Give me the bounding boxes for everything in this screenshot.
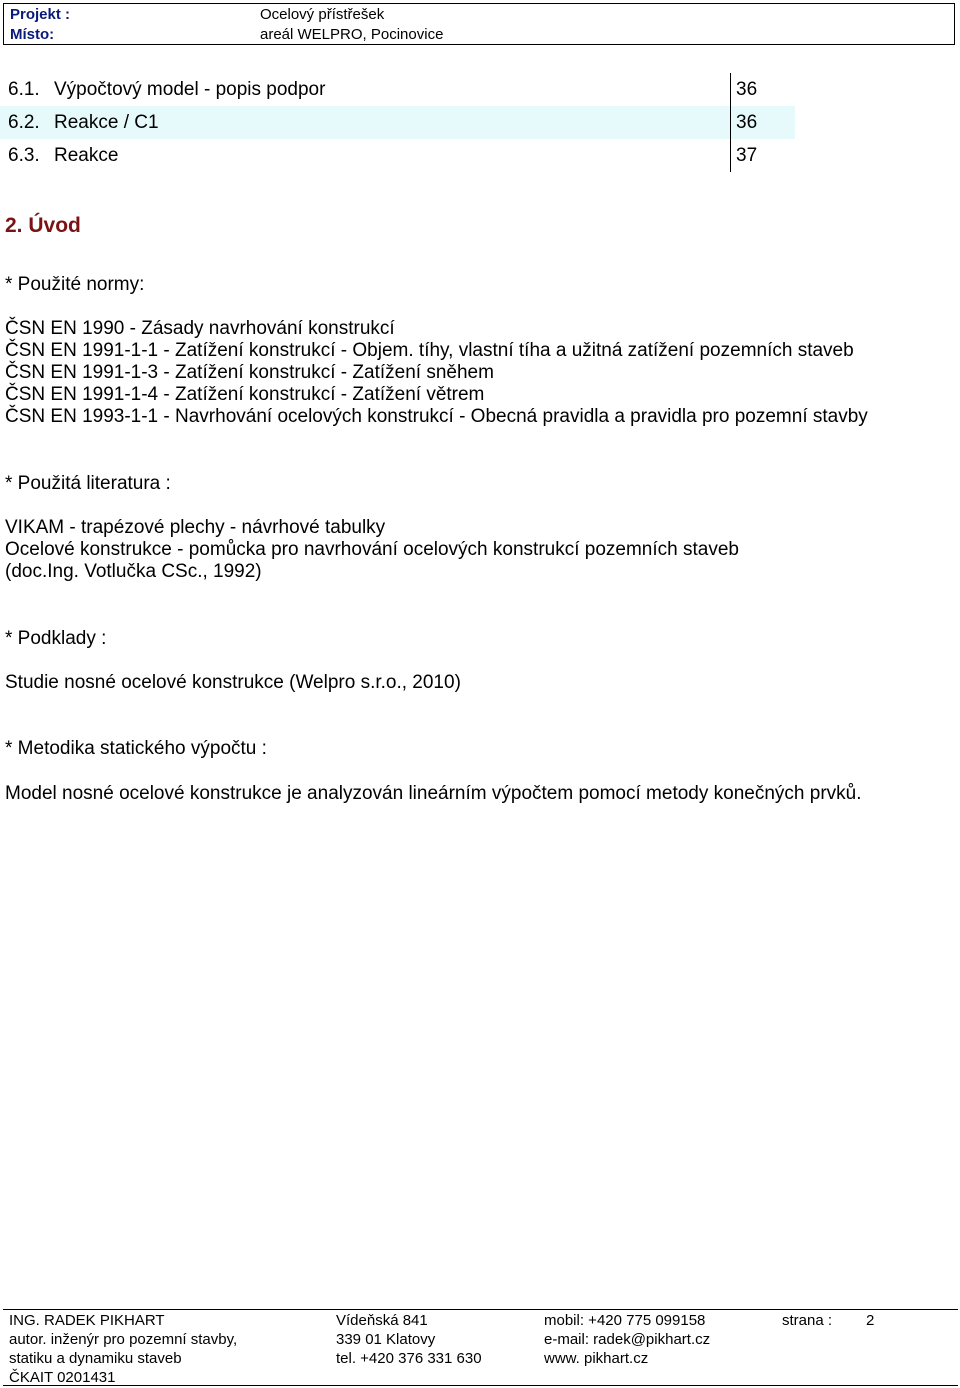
toc-page: 36 [736, 112, 758, 133]
document-footer [3, 1309, 958, 1386]
page-label: strana : [782, 1312, 833, 1329]
toc-title: Výpočtový model - popis podpor [54, 79, 326, 100]
toc-row[interactable] [0, 139, 795, 172]
footer-address-line: Vídeňská 841 [336, 1312, 428, 1329]
footer-address-line: 339 01 Klatovy [336, 1331, 436, 1348]
footer-author-line: autor. inženýr pro pozemní stavby, [9, 1331, 238, 1348]
footer-author-line: ING. RADEK PIKHART [9, 1312, 165, 1329]
method-item: Model nosné ocelové konstrukce je analyzován lineárním výpočtem pomocí metody konečných prvků. [5, 783, 862, 804]
sources-item: Studie nosné ocelové konstrukce (Welpro s.r.o., 2010) [5, 672, 461, 693]
project-row [10, 6, 384, 24]
norms-heading: * Použité normy: [5, 274, 145, 295]
footer-contact-line: mobil: +420 775 099158 [544, 1312, 706, 1329]
toc-number: 6.2. [8, 112, 40, 133]
toc-row[interactable] [0, 73, 795, 106]
norm-item: ČSN EN 1993-1-1 - Navrhování ocelových konstrukcí - Obecná pravidla a pravidla pro pozemní stavby [5, 406, 868, 427]
place-row [10, 26, 443, 44]
sources-heading: * Podklady : [5, 628, 107, 649]
footer-contact-line: www. pikhart.cz [544, 1350, 649, 1367]
project-label: Projekt : [10, 6, 71, 23]
place-label: Místo: [10, 26, 55, 43]
footer-author-line: statiku a dynamiku staveb [9, 1350, 182, 1367]
page-number: 2 [866, 1312, 875, 1329]
footer-author [9, 1311, 237, 1387]
document-header [3, 3, 955, 45]
place-value: areál WELPRO, Pocinovice [260, 26, 444, 43]
toc-number: 6.3. [8, 145, 40, 166]
table-of-contents [0, 73, 795, 172]
literature-heading: * Použitá literatura : [5, 473, 171, 494]
norm-item: ČSN EN 1991-1-3 - Zatížení konstrukcí - Zatížení sněhem [5, 362, 494, 383]
project-value: Ocelový přístřešek [260, 6, 385, 23]
literature-item: Ocelové konstrukce - pomůcka pro navrhování ocelových konstrukcí pozemních staveb [5, 539, 739, 560]
toc-page: 37 [736, 145, 758, 166]
footer-author-line: ČKAIT 0201431 [9, 1369, 116, 1386]
norm-item: ČSN EN 1991-1-4 - Zatížení konstrukcí - Zatížení větrem [5, 384, 485, 405]
literature-item: VIKAM - trapézové plechy - návrhové tabulky [5, 517, 386, 538]
norm-item: ČSN EN 1990 - Zásady navrhování konstrukcí [5, 318, 395, 339]
toc-number: 6.1. [8, 79, 40, 100]
footer-page [782, 1311, 874, 1330]
section-title: 2. Úvod [5, 214, 81, 237]
literature-item: (doc.Ing. Votlučka CSc., 1992) [5, 561, 262, 582]
footer-contact [544, 1311, 710, 1368]
toc-title: Reakce [54, 145, 119, 166]
method-heading: * Metodika statického výpočtu : [5, 738, 267, 759]
toc-title: Reakce / C1 [54, 112, 159, 133]
toc-divider [730, 73, 731, 172]
norm-item: ČSN EN 1991-1-1 - Zatížení konstrukcí - Objem. tíhy, vlastní tíha a užitná zatížení pozemních staveb [5, 340, 854, 361]
toc-row[interactable] [0, 106, 795, 139]
footer-address-line: tel. +420 376 331 630 [336, 1350, 482, 1367]
toc-page: 36 [736, 79, 758, 100]
footer-address [336, 1311, 482, 1368]
footer-contact-line: e-mail: radek@pikhart.cz [544, 1331, 711, 1348]
